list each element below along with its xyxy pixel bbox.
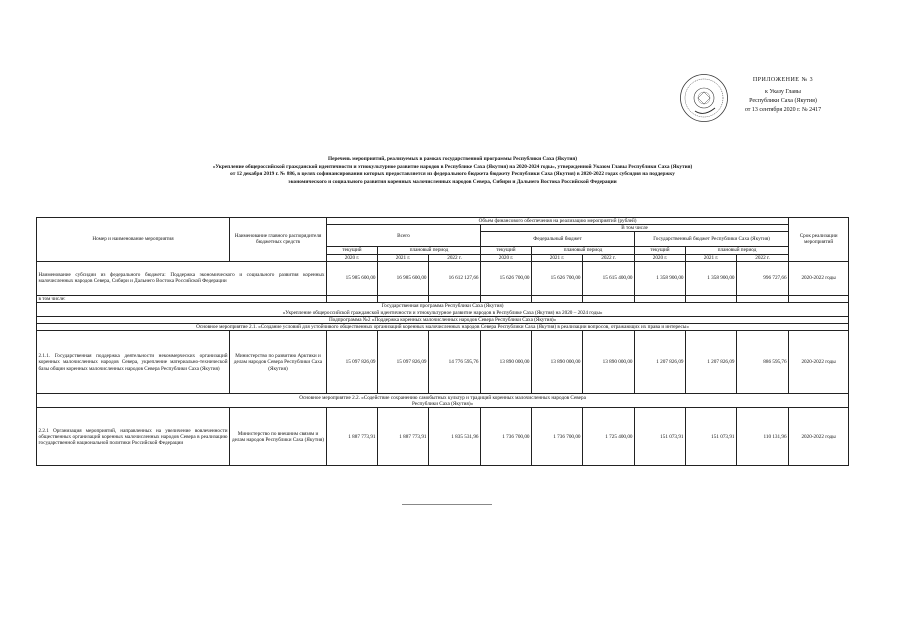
measure-value: 15 097 826,09: [327, 331, 378, 394]
header-year: 2021 г.: [532, 254, 583, 261]
measure-value: 1 835 531,96: [429, 408, 481, 466]
appendix-line-2: Республики Саха (Якутия): [749, 98, 817, 104]
header-year: 2022 г.: [737, 254, 789, 261]
main-measure-2-2-line-1: Основное мероприятие 2.2. «Содействие сохранению самобытных культур и традиций коренных малочисленных народов Севера: [299, 394, 586, 401]
measure-value: 1 207 826,09: [635, 331, 686, 394]
header-current-federal: текущий: [481, 247, 532, 254]
measure-name: 2.1.1. Государственная поддержка деятельности некоммерческих организаций коренных малочисленных народов Севера, укрепление материально-технической базы общин коренных малочисленных народов Севера Республики Саха (Якутия): [37, 331, 230, 394]
summary-value: 15 626 700,00: [481, 261, 532, 295]
header-year: 2020 г.: [481, 254, 532, 261]
measure-term: 2020-2022 годы: [789, 408, 849, 466]
measure-value: 14 776 595,76: [429, 331, 481, 394]
measure-term: 2020-2022 годы: [789, 331, 849, 394]
header-admin: Наименование главного распорядителя бюджетных средств: [230, 218, 327, 262]
summary-term: 2020-2022 годы: [789, 261, 849, 295]
summary-name: Наименование субсидии из федерального бюджета: Поддержка экономического и социального развития коренных малочисленных народов Севера, Сибири и Дальнего Востока Российской Федерации: [37, 261, 327, 295]
measure-row-2-2-1: [37, 408, 849, 466]
header-measure: Номер и наименование мероприятия: [37, 218, 230, 262]
signature-line: [402, 504, 492, 505]
header-total: Всего: [327, 225, 481, 247]
measure-value: 1 736 700,00: [532, 408, 583, 466]
appendix-title: ПРИЛОЖЕНИЕ № 3: [752, 77, 814, 83]
measure-value: 110 131,96: [737, 408, 789, 466]
main-measure-2-1: Основное мероприятие 2.1. «Создание условий для устойчивого общественных организаций коренных малочисленных народов Севера Республики Саха (Якутия) в реализации вопросов, отражающих их права и интересы»: [37, 324, 849, 331]
subprogram-title: Подпрограмма №2 «Поддержка коренных малочисленных народов Севера Республики Саха (Якутия)»: [37, 317, 849, 324]
program-title: [37, 303, 849, 317]
measure-value: 1 887 773,91: [327, 408, 378, 466]
appendix-line-3: от 13 сентября 2020 г. № 2417: [744, 107, 822, 113]
header-year: 2021 г.: [378, 254, 429, 261]
summary-value: 16 985 600,00: [378, 261, 429, 295]
measure-name: 2.2.1 Организация мероприятий, направленных на увеличение вовлеченности общественных организаций коренных малочисленных народов Севера в реализацию государственной национальной политики Российской Федерации: [37, 408, 230, 466]
measure-value: 1 736 700,00: [481, 408, 532, 466]
header-planned-regional: плановый период: [686, 247, 789, 254]
measure-admin: Министерство по развитию Арктики и делам народов Севера Республики Саха (Якутия): [230, 331, 327, 394]
header-term: Срок реализации мероприятий: [789, 218, 849, 262]
measure-admin: Министерство по внешним связям и делам народов Республики Саха (Якутия): [230, 408, 327, 466]
header-federal: Федеральный бюджет: [481, 232, 635, 247]
measure-row-2-1-1: [37, 331, 849, 394]
heading-line-2: «Укрепление общероссийской гражданской идентичности и этнокультурное развитие народов в Республике Саха (Якутия) на 2020-2024 годы», утвержденной Указом Главы Республики Саха (Якутия): [212, 163, 693, 170]
header-including: В том числе: [481, 225, 789, 232]
summary-value: 16 612 127,66: [429, 261, 481, 295]
summary-value: 15 626 700,00: [532, 261, 583, 295]
measure-value: 1 725 400,00: [583, 408, 635, 466]
measure-value: 151 073,91: [635, 408, 686, 466]
appendix-block: [718, 76, 848, 115]
measure-value: 1 207 826,09: [686, 331, 737, 394]
program-line-1: Государственная программа Республики Саха (Якутия): [381, 303, 504, 310]
header-planned-federal: плановый период: [532, 247, 635, 254]
heading-line-3: от 12 декабря 2019 г. № 886, в целях софинансирования которых предоставляется из федерального бюджета бюджету Республики Саха (Якутия) в 2020-2022 годах субсидия на поддержку: [230, 171, 675, 178]
measure-value: 886 595,76: [737, 331, 789, 394]
summary-value: 996 727,66: [737, 261, 789, 295]
header-year: 2022 г.: [429, 254, 481, 261]
including-label: в том числе:: [37, 295, 327, 302]
header-year: 2022 г.: [583, 254, 635, 261]
header-current-total: текущий: [327, 247, 378, 254]
measure-value: 13 890 000,00: [481, 331, 532, 394]
document-heading: [60, 156, 845, 186]
program-line-2: «Укрепление общероссийской гражданской идентичности и этнокультурное развитие народов в Республике Саха (Якутия) на 2020 – 2024 годы»: [282, 309, 603, 316]
main-measure-2-2-line-2: Республики Саха (Якутия)»: [411, 400, 474, 407]
header-planned-total: плановый период: [378, 247, 481, 254]
summary-value: 15 985 600,00: [327, 261, 378, 295]
header-year: 2021 г.: [686, 254, 737, 261]
measures-table: [36, 217, 849, 466]
measure-value: 15 097 826,09: [378, 331, 429, 394]
heading-line-4: экономического и социального развития коренных малочисленных народов Севера, Сибири и Дальнего Востока Российской Федерации: [288, 178, 617, 185]
summary-row: [37, 261, 849, 295]
header-year: 2020 г.: [327, 254, 378, 261]
measure-value: 151 073,91: [686, 408, 737, 466]
summary-value: 1 358 900,00: [686, 261, 737, 295]
summary-value: 1 358 900,00: [635, 261, 686, 295]
header-year: 2020 г.: [635, 254, 686, 261]
header-volume: Объем финансового обеспечения на реализацию мероприятий (рублей): [327, 218, 789, 225]
appendix-line-1: к Указу Главы: [765, 89, 801, 95]
summary-value: 15 615 400,00: [583, 261, 635, 295]
measure-value: 1 887 773,91: [378, 408, 429, 466]
main-measure-2-2: [37, 394, 849, 408]
header-regional: Государственный бюджет Республики Саха (Якутия): [635, 232, 789, 247]
measure-value: 13 890 000,00: [583, 331, 635, 394]
header-current-regional: текущий: [635, 247, 686, 254]
heading-line-1: Перечень мероприятий, реализуемых в рамках государственной программы Республики Саха (Якутия): [328, 156, 577, 162]
measure-value: 13 890 000,00: [532, 331, 583, 394]
